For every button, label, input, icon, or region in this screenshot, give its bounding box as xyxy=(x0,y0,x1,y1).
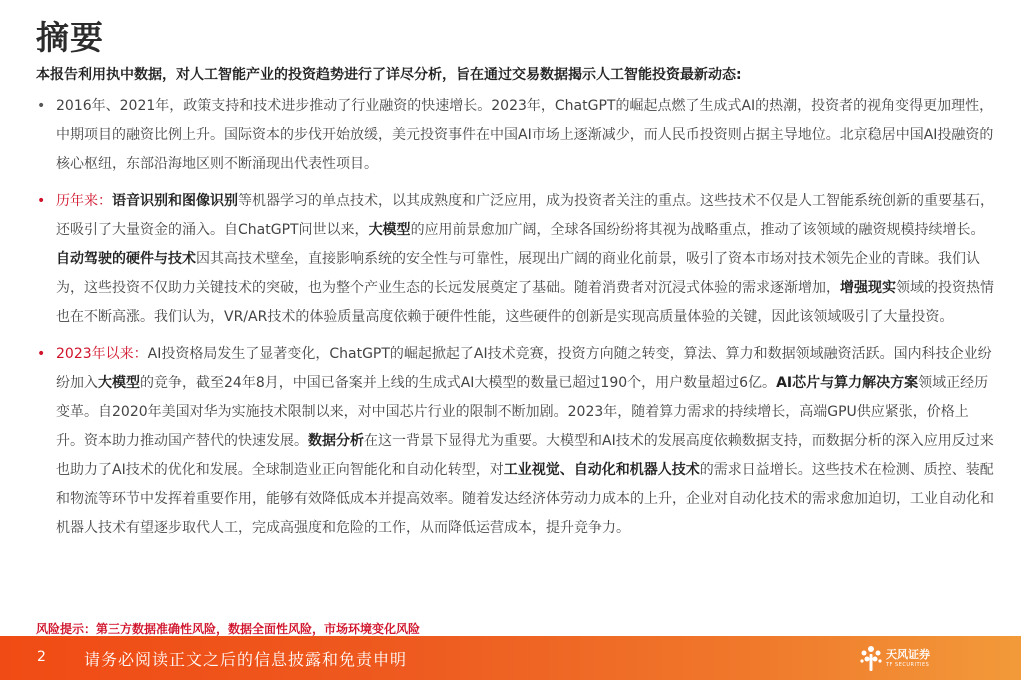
bold-keyword: 工业视觉、自动化和机器人技术 xyxy=(503,462,700,478)
intro-text: 本报告利用执中数据，对人工智能产业的投资趋势进行了详尽分析，旨在通过交易数据揭示人工智能投资最新动态: xyxy=(36,67,742,83)
body-text: 的应用前景愈加广阔，全球各国纷纷将其视为战略重点，推动了该领域的融资规模持续增长。 xyxy=(410,222,985,238)
body-text: 的需求日益增长。这些技术在检测、质控、装配和物流等环节中发挥着重要作用，能够有效降低成本并提高效率。随着发达经济体劳动力成本的上升，企业对自动化技术的需求愈加迫切，工业自动化和机器人技术有望逐步取代人工，完成高强度和危险的工作，从而降低运营成本，提升竞争力。 xyxy=(56,462,994,536)
body-text: 等机器学习的单点技术，以其成熟度和广泛应用，成为投资者关注的重点。这些技术不仅是人工智能系统创新的重要基石，还吸引了大量资金的涌入。自ChatGPT问世以来， xyxy=(56,193,994,238)
logo-subtext: TF SECURITIES xyxy=(886,662,930,668)
bullet-dot-icon: • xyxy=(37,346,46,362)
bullet-item xyxy=(36,187,996,332)
bullet-item xyxy=(36,92,996,179)
logo-mark-icon xyxy=(858,644,884,672)
tf-securities-logo xyxy=(858,644,948,674)
bold-keyword: 数据分析 xyxy=(308,433,364,449)
body-text: 因其高技术壁垒，直接影响系统的安全性与可靠性，展现出广阔的商业化前景，吸引了资本市场对技术领先企业的青睐。我们认为，这些投资不仅助力关键技术的突破，也为整个产业生态的长远发展奠定了基础。随着消费者对沉浸式体验的需求逐渐增加， xyxy=(56,251,980,296)
bold-keyword: 语音识别和图像识别 xyxy=(112,193,238,209)
bullet-lead: 历年来： xyxy=(56,193,112,209)
body-text: 领域正经历变革。自2020年美国对华为实施技术限制以来，对中国芯片行业的限制不断加剧。2023年，随着算力需求的持续增长，高端GPU供应紧张，价格上升。资本助力推动国产替代的快速发展。 xyxy=(56,375,989,449)
footer-disclaimer: 请务必阅读正文之后的信息披露和免责申明 xyxy=(84,650,408,669)
risk-notice: 风险提示：第三方数据准确性风险，数据全面性风险，市场环境变化风险 xyxy=(36,622,421,636)
body-text: 的竞争，截至24年8月，中国已备案并上线的生成式AI大模型的数量已超过190个，用户数量超过6亿。 xyxy=(140,375,777,391)
bold-keyword: 增强现实 xyxy=(840,280,896,296)
bullet-lead: 2023年以来： xyxy=(56,346,148,362)
bullet-dot-icon: • xyxy=(37,193,46,209)
bullet-body xyxy=(56,98,993,172)
bullet-dot-icon: • xyxy=(37,98,46,114)
bold-keyword: 自动驾驶的硬件与技术 xyxy=(56,251,196,267)
page-title: 摘要 xyxy=(36,18,104,57)
summary-bullet-list xyxy=(36,92,996,543)
bullet-body xyxy=(56,193,994,325)
bold-keyword: 大模型 xyxy=(98,375,140,391)
footer-bar xyxy=(0,636,1021,680)
bold-keyword: 大模型 xyxy=(368,222,411,238)
body-text: 2016年、2021年，政策支持和技术进步推动了行业融资的快速增长。2023年，ChatGPT的崛起点燃了生成式AI的热潮，投资者的视角变得更加理性，中期项目的融资比例上升。国际资本的步伐开始放缓，美元投资事件在中国AI市场上逐渐减少，而人民币投资则占据主导地位。北京稳居中国AI投融资的核心枢纽，东部沿海地区则不断涌现出代表性项目。 xyxy=(56,98,994,172)
body-text: AI投资格局发生了显著变化，ChatGPT的崛起掀起了AI技术竞赛，投资方向随之转变，算法、算力和数据领域融资活跃。国内科技企业纷纷加入 xyxy=(56,346,992,391)
body-text: 在这一背景下显得尤为重要。大模型和AI技术的发展高度依赖数据支持，而数据分析的深入应用反过来也助力了AI技术的优化和发展。全球制造业正向智能化和自动化转型，对 xyxy=(56,433,994,478)
bullet-item xyxy=(36,340,996,543)
bullet-body xyxy=(56,346,994,536)
bold-keyword: AI芯片与算力解决方案 xyxy=(776,375,919,391)
page-number: 2 xyxy=(37,649,46,665)
logo-text: 天风证券 xyxy=(886,648,930,661)
body-text: 领域的投资热情也在不断高涨。我们认为，VR/AR技术的体验质量高度依赖于硬件性能，这些硬件的创新是实现高质量体验的关键，因此该领域吸引了大量投资。 xyxy=(56,280,994,325)
